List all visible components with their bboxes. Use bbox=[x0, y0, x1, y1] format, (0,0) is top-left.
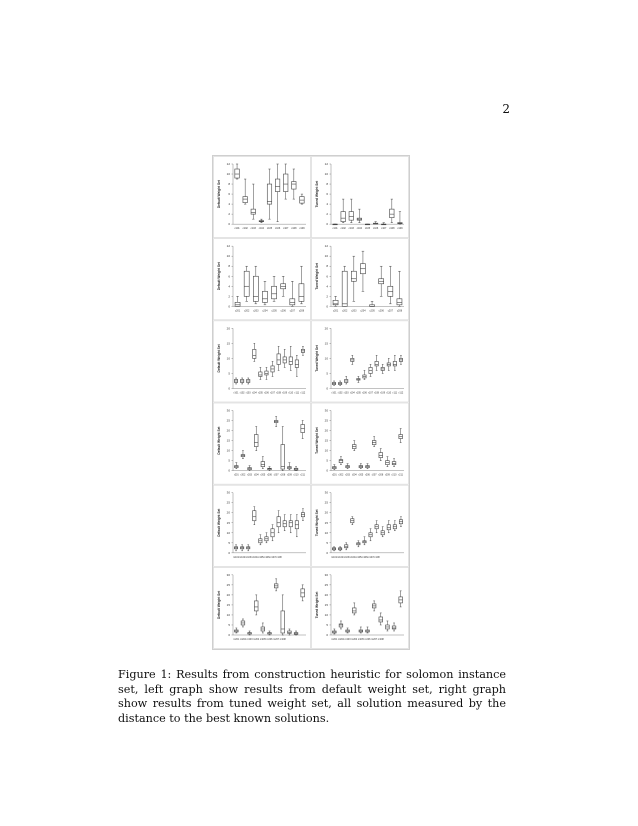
y-tick-label: 4 bbox=[228, 284, 230, 289]
box-iqr bbox=[351, 271, 356, 281]
box-iqr bbox=[235, 169, 239, 178]
x-tick-label: r109 bbox=[282, 391, 288, 395]
x-tick-label: c106 bbox=[275, 227, 281, 231]
y-tick-label: 10 bbox=[324, 448, 328, 453]
x-tick-label: r104 bbox=[251, 391, 257, 395]
x-tick-label: r204 bbox=[351, 473, 357, 477]
y-tick-label: 5 bbox=[228, 371, 230, 376]
y-tick-label: 20 bbox=[324, 326, 328, 331]
box-iqr bbox=[290, 299, 295, 305]
x-tick-label: r202 bbox=[338, 473, 344, 477]
y-tick-label: 30 bbox=[324, 572, 328, 577]
y-tick-label: 0 bbox=[228, 633, 230, 637]
x-tick-label: r104 bbox=[349, 391, 355, 395]
x-tick-label: rc204 bbox=[253, 638, 260, 641]
x-tick-label: r112 bbox=[398, 391, 404, 395]
y-tick-label: 5 bbox=[326, 371, 328, 376]
y-tick-label: 0 bbox=[228, 386, 230, 391]
y-axis-label: Tuned Weight Set bbox=[315, 345, 319, 372]
y-tick-label: 10 bbox=[324, 356, 328, 361]
x-tick-label: c204 bbox=[360, 309, 366, 313]
chart-panel-7 bbox=[214, 403, 311, 484]
y-tick-label: 20 bbox=[324, 510, 328, 515]
x-tick-label: c108 bbox=[291, 227, 297, 231]
x-tick-label: c204 bbox=[262, 309, 268, 313]
y-tick-label: 5 bbox=[228, 622, 230, 627]
y-tick-label: 0 bbox=[326, 222, 328, 227]
x-tick-label: r106 bbox=[264, 391, 269, 395]
y-tick-label: 10 bbox=[324, 254, 328, 259]
x-tick-label: rc103 bbox=[245, 555, 252, 559]
x-tick-label: r207 bbox=[273, 473, 279, 477]
x-tick-label: rc206 bbox=[364, 638, 371, 641]
x-tick-label: rc201 bbox=[331, 638, 338, 641]
box-iqr bbox=[235, 302, 240, 306]
x-tick-label: rc101 bbox=[233, 555, 240, 559]
x-tick-label: c208 bbox=[396, 309, 403, 313]
x-tick-label: rc105 bbox=[257, 555, 264, 559]
x-tick-label: r202 bbox=[240, 473, 246, 477]
x-tick-label: rc207 bbox=[273, 638, 280, 641]
x-tick-label: r209 bbox=[287, 473, 292, 477]
x-tick-label: r203 bbox=[345, 473, 350, 477]
box-iqr bbox=[254, 435, 258, 447]
y-axis-label: Default Weight Set bbox=[217, 262, 221, 291]
y-tick-label: 20 bbox=[226, 428, 230, 433]
box-iqr bbox=[262, 291, 267, 302]
y-tick-label: 8 bbox=[228, 182, 230, 187]
y-tick-label: 30 bbox=[226, 572, 230, 577]
y-tick-label: 15 bbox=[324, 602, 328, 607]
x-tick-label: r204 bbox=[253, 473, 259, 477]
box-iqr bbox=[341, 212, 345, 222]
x-tick-label: r207 bbox=[371, 473, 377, 477]
x-tick-label: c203 bbox=[253, 309, 259, 313]
figure-box-plot-grid bbox=[212, 155, 410, 650]
x-tick-label: c206 bbox=[280, 309, 286, 313]
y-tick-label: 2 bbox=[228, 212, 230, 217]
y-tick-label: 0 bbox=[326, 550, 328, 555]
x-tick-label: rc205 bbox=[357, 638, 364, 641]
y-tick-label: 20 bbox=[324, 428, 328, 433]
y-tick-label: 4 bbox=[228, 202, 230, 207]
box-iqr bbox=[387, 525, 390, 530]
x-tick-label: r109 bbox=[380, 391, 386, 395]
x-tick-label: rc102 bbox=[337, 555, 344, 559]
box-iqr bbox=[292, 182, 296, 190]
y-tick-label: 30 bbox=[226, 408, 230, 413]
chart-panel-3 bbox=[214, 239, 311, 320]
y-tick-label: 0 bbox=[326, 633, 328, 637]
y-tick-label: 25 bbox=[226, 582, 230, 587]
x-tick-label: rc205 bbox=[259, 638, 266, 641]
y-tick-label: 5 bbox=[326, 540, 328, 545]
y-tick-label: 25 bbox=[226, 500, 230, 505]
y-tick-label: 25 bbox=[324, 582, 328, 587]
x-tick-label: r108 bbox=[374, 391, 380, 395]
x-tick-label: rc102 bbox=[239, 555, 246, 559]
box-iqr bbox=[265, 371, 268, 375]
x-tick-label: r111 bbox=[294, 391, 300, 395]
x-tick-label: c109 bbox=[397, 227, 403, 231]
y-tick-label: 30 bbox=[324, 490, 328, 495]
x-tick-label: rc106 bbox=[263, 555, 270, 559]
box-iqr bbox=[251, 209, 255, 214]
y-tick-label: 10 bbox=[226, 254, 230, 259]
x-tick-label: c207 bbox=[387, 309, 393, 313]
x-tick-label: c104 bbox=[258, 227, 264, 231]
box-iqr bbox=[342, 271, 347, 306]
y-tick-label: 20 bbox=[226, 326, 230, 331]
y-tick-label: 20 bbox=[226, 592, 230, 597]
y-tick-label: 10 bbox=[226, 356, 230, 361]
x-tick-label: rc202 bbox=[239, 638, 246, 641]
x-tick-label: rc108 bbox=[275, 555, 282, 559]
box-plot-grid-svg bbox=[213, 156, 409, 649]
y-tick-label: 6 bbox=[326, 192, 328, 197]
x-tick-label: r105 bbox=[257, 391, 263, 395]
x-tick-label: r101 bbox=[331, 391, 337, 395]
y-tick-label: 25 bbox=[324, 500, 328, 505]
x-tick-label: rc105 bbox=[355, 555, 362, 559]
chart-panel-9 bbox=[214, 485, 311, 566]
y-axis-label: Default Weight Set bbox=[217, 180, 221, 209]
x-tick-label: rc108 bbox=[373, 555, 380, 559]
y-tick-label: 12 bbox=[226, 162, 230, 166]
x-tick-label: r105 bbox=[355, 391, 361, 395]
y-tick-label: 25 bbox=[324, 418, 328, 423]
figure-caption: Figure 1: Results from construction heuristic for solomon instance set, left graph show results from default weight set, right graph show results from tuned weight set, all solution measured by the distance to the best known solutions. bbox=[118, 668, 506, 725]
chart-panel-10 bbox=[312, 485, 409, 566]
x-tick-label: r208 bbox=[280, 473, 286, 477]
x-tick-label: c205 bbox=[271, 309, 277, 313]
y-tick-label: 12 bbox=[324, 244, 328, 249]
x-tick-label: rc207 bbox=[371, 638, 378, 641]
chart-panel-5 bbox=[214, 321, 311, 402]
y-axis-label: Tuned Weight Set bbox=[315, 180, 319, 208]
y-tick-label: 15 bbox=[324, 341, 328, 346]
x-tick-label: rc204 bbox=[351, 638, 358, 641]
y-tick-label: 2 bbox=[326, 212, 328, 217]
box-iqr bbox=[253, 349, 256, 358]
x-tick-label: c203 bbox=[351, 309, 357, 313]
x-tick-label: r106 bbox=[362, 391, 367, 395]
x-tick-label: rc107 bbox=[367, 555, 374, 559]
y-tick-label: 5 bbox=[228, 458, 230, 463]
y-tick-label: 0 bbox=[228, 222, 230, 227]
page-number: 2 bbox=[502, 102, 510, 116]
x-tick-label: rc201 bbox=[233, 638, 240, 641]
y-tick-label: 4 bbox=[326, 202, 328, 207]
y-tick-label: 10 bbox=[226, 530, 230, 535]
y-tick-label: 30 bbox=[324, 408, 328, 413]
box-iqr bbox=[253, 511, 256, 521]
x-tick-label: c102 bbox=[242, 227, 248, 231]
x-tick-label: r102 bbox=[239, 391, 245, 395]
chart-panel-8 bbox=[312, 403, 409, 484]
box-iqr bbox=[244, 271, 249, 296]
chart-panel-6 bbox=[312, 321, 409, 402]
y-tick-label: 6 bbox=[326, 274, 328, 279]
x-tick-label: r209 bbox=[385, 473, 390, 477]
y-tick-label: 6 bbox=[228, 192, 230, 197]
y-axis-label: Tuned Weight Set bbox=[315, 591, 319, 619]
box-iqr bbox=[254, 601, 258, 611]
y-tick-label: 0 bbox=[326, 304, 328, 309]
x-tick-label: c206 bbox=[378, 309, 384, 313]
x-tick-label: rc208 bbox=[377, 638, 384, 641]
x-tick-label: r205 bbox=[260, 473, 266, 477]
x-tick-label: r210 bbox=[293, 473, 299, 477]
x-tick-label: r112 bbox=[300, 391, 306, 395]
chart-panel-11 bbox=[214, 567, 311, 648]
x-tick-label: r107 bbox=[368, 391, 373, 395]
x-tick-label: c202 bbox=[244, 309, 250, 313]
y-axis-label: Default Weight Set bbox=[217, 344, 221, 373]
x-tick-label: r102 bbox=[337, 391, 343, 395]
y-tick-label: 4 bbox=[326, 284, 328, 289]
y-tick-label: 10 bbox=[324, 612, 328, 617]
box-iqr bbox=[267, 184, 271, 204]
y-axis-label: Tuned Weight Set bbox=[315, 509, 319, 537]
y-tick-label: 2 bbox=[326, 294, 328, 299]
y-tick-label: 10 bbox=[226, 612, 230, 617]
box-iqr bbox=[277, 354, 280, 365]
box-iqr bbox=[243, 197, 247, 203]
box-iqr bbox=[397, 299, 402, 305]
y-tick-label: 8 bbox=[326, 264, 328, 269]
x-tick-label: r101 bbox=[233, 391, 239, 395]
chart-panel-4 bbox=[312, 239, 409, 320]
x-tick-label: r205 bbox=[358, 473, 364, 477]
y-tick-label: 30 bbox=[226, 490, 230, 495]
x-tick-label: r206 bbox=[267, 473, 272, 477]
y-tick-label: 12 bbox=[324, 162, 328, 166]
x-tick-label: r111 bbox=[392, 391, 398, 395]
box-iqr bbox=[259, 372, 262, 377]
box-iqr bbox=[281, 611, 285, 633]
x-tick-label: rc208 bbox=[279, 638, 286, 641]
x-tick-label: rc104 bbox=[349, 555, 356, 559]
box-iqr bbox=[277, 517, 280, 527]
box-iqr bbox=[352, 608, 356, 613]
box-iqr bbox=[288, 631, 292, 633]
box-iqr bbox=[393, 361, 396, 366]
x-tick-label: c105 bbox=[364, 227, 371, 231]
box-iqr bbox=[379, 453, 383, 458]
chart-panel-2 bbox=[312, 157, 409, 238]
y-tick-label: 6 bbox=[228, 274, 230, 279]
x-tick-label: c107 bbox=[283, 227, 289, 231]
box-iqr bbox=[289, 521, 292, 527]
x-tick-label: rc101 bbox=[331, 555, 338, 559]
box-iqr bbox=[272, 286, 277, 299]
x-tick-label: c101 bbox=[234, 227, 240, 231]
y-tick-label: 10 bbox=[324, 172, 328, 177]
x-tick-label: c106 bbox=[373, 227, 379, 231]
y-tick-label: 15 bbox=[324, 438, 328, 443]
y-tick-label: 20 bbox=[226, 510, 230, 515]
y-tick-label: 15 bbox=[226, 341, 230, 346]
x-tick-label: r110 bbox=[288, 391, 294, 395]
y-tick-label: 5 bbox=[326, 458, 328, 463]
y-tick-label: 10 bbox=[226, 172, 230, 177]
x-tick-label: r103 bbox=[343, 391, 349, 395]
box-iqr bbox=[261, 462, 265, 467]
x-tick-label: c201 bbox=[234, 309, 241, 313]
y-tick-label: 8 bbox=[228, 264, 230, 269]
y-tick-label: 0 bbox=[228, 468, 230, 473]
y-tick-label: 12 bbox=[226, 244, 230, 249]
y-tick-label: 5 bbox=[326, 622, 328, 627]
box-iqr bbox=[375, 361, 378, 366]
y-tick-label: 25 bbox=[226, 418, 230, 423]
x-tick-label: c102 bbox=[340, 227, 346, 231]
y-tick-label: 15 bbox=[226, 438, 230, 443]
x-tick-label: c105 bbox=[266, 227, 273, 231]
x-tick-label: r211 bbox=[300, 473, 305, 477]
y-tick-label: 10 bbox=[324, 530, 328, 535]
y-tick-label: 20 bbox=[324, 592, 328, 597]
x-tick-label: c205 bbox=[369, 309, 375, 313]
x-tick-label: rc104 bbox=[251, 555, 258, 559]
x-tick-label: c101 bbox=[332, 227, 338, 231]
box-iqr bbox=[333, 300, 338, 305]
x-tick-label: c104 bbox=[356, 227, 362, 231]
x-tick-label: rc202 bbox=[337, 638, 344, 641]
y-tick-label: 0 bbox=[326, 386, 328, 391]
box-iqr bbox=[392, 626, 396, 629]
y-tick-label: 2 bbox=[228, 294, 230, 299]
box-iqr bbox=[275, 179, 279, 192]
x-tick-label: c208 bbox=[298, 309, 305, 313]
box-iqr bbox=[289, 357, 292, 365]
x-tick-label: c207 bbox=[289, 309, 295, 313]
x-tick-label: c103 bbox=[250, 227, 256, 231]
x-tick-label: rc103 bbox=[343, 555, 350, 559]
y-tick-label: 10 bbox=[226, 448, 230, 453]
y-tick-label: 15 bbox=[226, 602, 230, 607]
y-tick-label: 0 bbox=[228, 304, 230, 309]
x-tick-label: rc203 bbox=[246, 638, 253, 641]
y-axis-label: Tuned Weight Set bbox=[315, 262, 319, 290]
y-axis-label: Tuned Weight Set bbox=[315, 427, 319, 454]
x-tick-label: rc206 bbox=[266, 638, 273, 641]
x-tick-label: c109 bbox=[299, 227, 305, 231]
x-tick-label: rc203 bbox=[344, 638, 351, 641]
box-iqr bbox=[283, 174, 287, 192]
x-tick-label: c108 bbox=[389, 227, 395, 231]
box-iqr bbox=[390, 209, 394, 218]
box-iqr bbox=[281, 445, 285, 469]
x-tick-label: r103 bbox=[245, 391, 251, 395]
x-tick-label: c201 bbox=[332, 309, 339, 313]
x-tick-label: r208 bbox=[378, 473, 384, 477]
y-axis-label: Default Weight Set bbox=[217, 590, 221, 619]
x-tick-label: c103 bbox=[348, 227, 354, 231]
chart-panel-1 bbox=[214, 157, 311, 238]
x-tick-label: r206 bbox=[365, 473, 370, 477]
box-iqr bbox=[345, 545, 348, 548]
y-tick-label: 15 bbox=[324, 520, 328, 525]
y-tick-label: 15 bbox=[226, 520, 230, 525]
y-axis-label: Default Weight Set bbox=[217, 508, 221, 537]
x-tick-label: r210 bbox=[391, 473, 397, 477]
box-iqr bbox=[339, 624, 343, 627]
y-tick-label: 0 bbox=[326, 468, 328, 473]
y-tick-label: 5 bbox=[228, 540, 230, 545]
y-tick-label: 0 bbox=[228, 550, 230, 555]
x-tick-label: r201 bbox=[331, 473, 337, 477]
box-iqr bbox=[339, 460, 343, 463]
x-tick-label: c107 bbox=[381, 227, 387, 231]
box-iqr bbox=[379, 617, 383, 622]
x-tick-label: r107 bbox=[270, 391, 275, 395]
box-iqr bbox=[299, 284, 304, 302]
x-tick-label: c202 bbox=[342, 309, 348, 313]
x-tick-label: rc107 bbox=[269, 555, 276, 559]
x-tick-label: r201 bbox=[233, 473, 239, 477]
y-tick-label: 8 bbox=[326, 182, 328, 187]
x-tick-label: r203 bbox=[247, 473, 252, 477]
box-iqr bbox=[392, 462, 396, 465]
box-iqr bbox=[253, 276, 258, 301]
y-axis-label: Default Weight Set bbox=[217, 426, 221, 455]
box-iqr bbox=[349, 212, 353, 221]
x-tick-label: r211 bbox=[398, 473, 403, 477]
x-tick-label: r108 bbox=[276, 391, 282, 395]
x-tick-label: rc106 bbox=[361, 555, 368, 559]
x-tick-label: r110 bbox=[386, 391, 392, 395]
box-iqr bbox=[295, 360, 298, 368]
chart-panel-12 bbox=[312, 567, 409, 648]
